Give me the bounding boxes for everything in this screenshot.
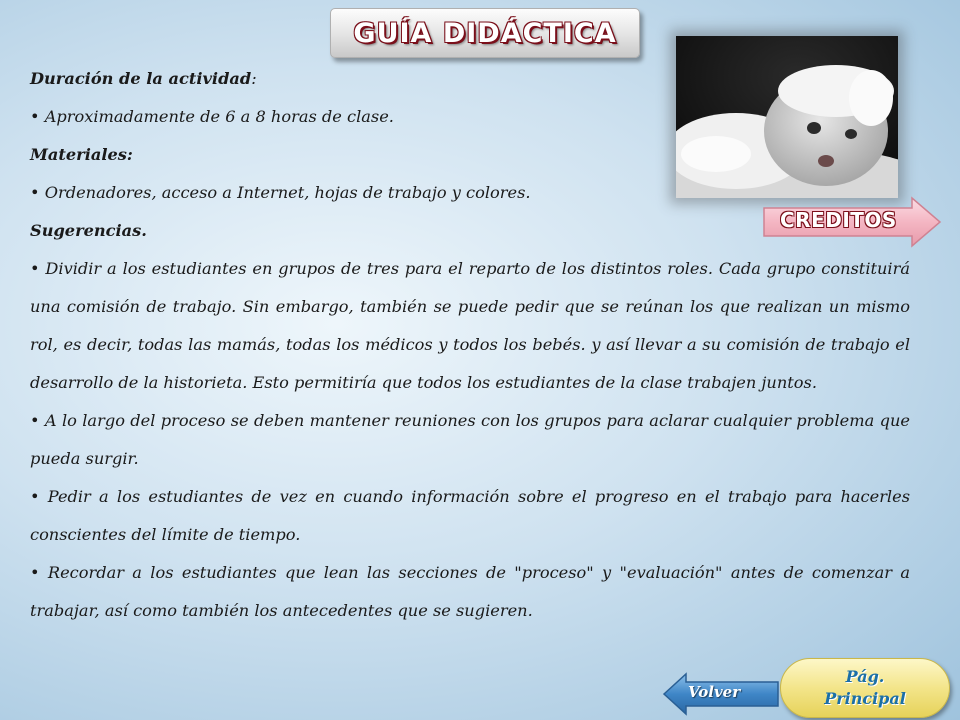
main-page-button[interactable] [780,658,950,718]
main-page-label [824,666,906,710]
page-title-box [330,8,640,58]
credits-label: CREDITOS [780,208,897,232]
main-page-label-line1: Pág. [845,667,885,686]
duration-label: Duración de la actividad [30,69,252,88]
back-label: Volver [688,683,741,701]
suggestion-item: • Pedir a los estudiantes de vez en cuando información sobre el progreso en el trabajo para hacerles conscientes del límite de tiempo. [30,487,910,544]
page-title: GUÍA DIDÁCTICA [353,17,617,49]
suggestion-item: • A lo largo del proceso se deben mantener reuniones con los grupos para aclarar cualquier problema que pueda surgir. [30,411,910,468]
materials-label: Materiales: [30,145,133,164]
back-button[interactable] [662,672,782,716]
suggestions-label: Sugerencias. [30,221,147,240]
main-page-label-line2: Principal [824,689,906,708]
duration-heading [30,60,660,98]
suggestion-item: • Recordar a los estudiantes que lean las secciones de "proceso" y "evaluación" antes de comenzar a trabajar, así como también los antecedentes que se sugieren. [30,563,910,620]
duration-colon: : [251,69,257,88]
materials-item: • Ordenadores, acceso a Internet, hojas de trabajo y colores. [30,183,531,202]
duration-item: • Aproximadamente de 6 a 8 horas de clase. [30,107,394,126]
guide-content [30,60,910,630]
suggestion-item: • Dividir a los estudiantes en grupos de tres para el reparto de los distintos roles. Cada grupo constituirá una comisión de trabajo. Sin embargo, también se puede pedir que se reúnan los que realizan un mismo rol, es decir, todas las mamás, todas los médicos y todos los bebés. y así llevar a su comisión de trabajo el desarrollo de la historieta. Esto permitiría que todos los estudiantes de la clase trabajen juntos. [30,259,910,392]
